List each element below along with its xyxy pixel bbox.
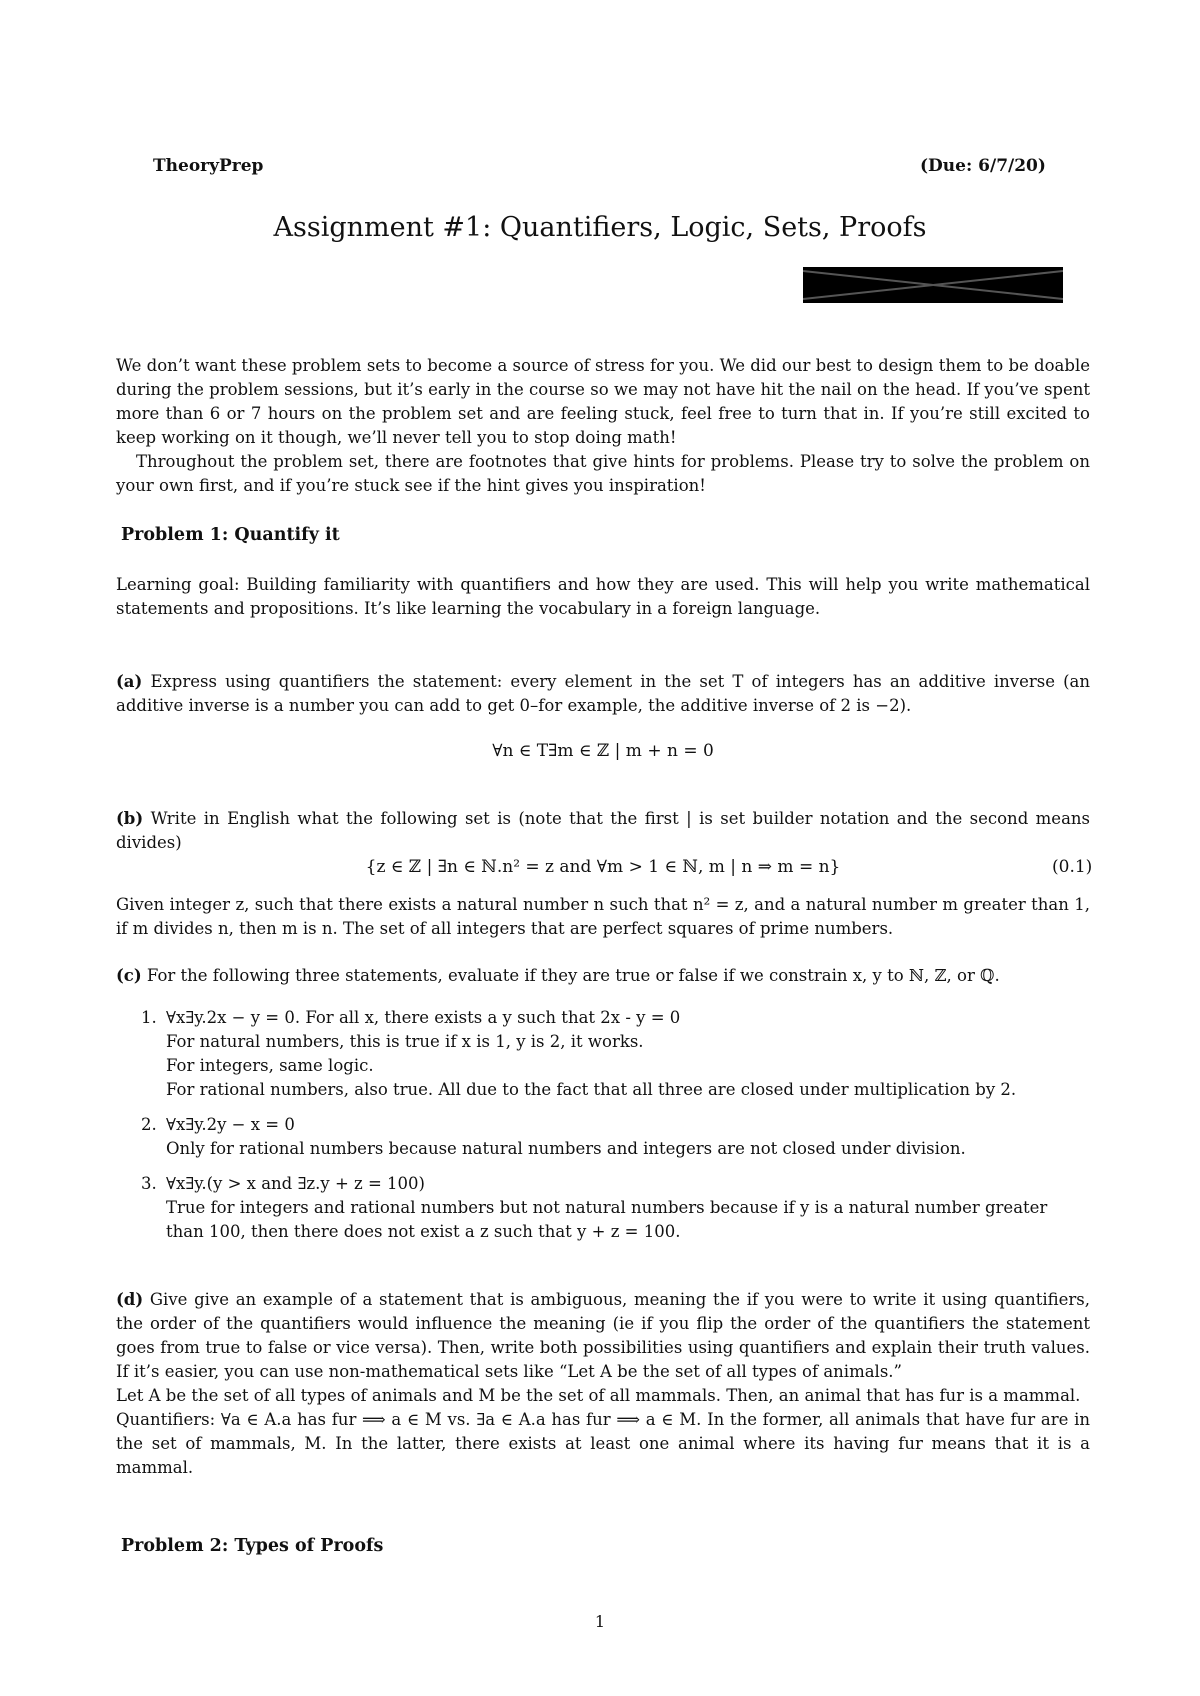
list-item-line: ∀x∃y.2x − y = 0. For all x, there exists a y such that 2x - y = 0 [166, 1008, 681, 1027]
page-number: 1 [594, 1612, 606, 1631]
list-item [116, 1172, 1090, 1244]
part-c-label: (c) [116, 966, 142, 985]
course-name: TheoryPrep [153, 156, 264, 176]
part-d-label: (d) [116, 1290, 144, 1309]
part-d [116, 1288, 1090, 1480]
list-item-line: ∀x∃y.(y > x and ∃z.y + z = 100) [166, 1174, 425, 1193]
list-item-line: True for integers and rational numbers but not natural numbers because if y is a natural number greater than 100, then there does not exist a z such that y + z = 100. [166, 1198, 1048, 1241]
intro-paragraph-2: Throughout the problem set, there are footnotes that give hints for problems. Please try to solve the problem on your own first, and if you’re stuck see if the hint gives you inspiration! [116, 452, 1090, 495]
part-a [116, 670, 1090, 718]
list-item-number: 1. [141, 1008, 157, 1027]
part-c-text: For the following three statements, evaluate if they are true or false if we constrain x, y to ℕ, ℤ, or ℚ. [146, 966, 1000, 985]
list-item [116, 1113, 1090, 1161]
part-d-answer-2: Quantifiers: ∀a ∈ A.a has fur ⟹ a ∈ M vs. ∃a ∈ A.a has fur ⟹ a ∈ M. In the former, all animals that have fur are in the set of mammals, M. In the latter, there exists at least one animal where its having fur means that it is a mammal. [116, 1410, 1090, 1477]
part-b-equation: {z ∈ ℤ | ∃n ∈ ℕ.n² = z and ∀m > 1 ∈ ℕ, m | n ⇒ m = n} [365, 857, 841, 877]
list-item [116, 1006, 1090, 1102]
intro-paragraph-1: We don’t want these problem sets to become a source of stress for you. We did our best to design them to be doable during the problem sessions, but it’s early in the course so we may not have hit the nail on the head. If you’ve spent more than 6 or 7 hours on the problem set and are feeling stuck, feel free to turn that in. If you’re still excited to keep working on it though, we’ll never tell you to stop doing math! [116, 356, 1090, 447]
part-b [116, 807, 1090, 855]
part-b-label: (b) [116, 809, 144, 828]
problem-1-heading: Problem 1: Quantify it [121, 525, 340, 545]
part-b-answer: Given integer z, such that there exists a natural number n such that n² = z, and a natural number m greater than 1, if m divides n, then m is n. The set of all integers that are perfect squares of prime numbers. [116, 895, 1090, 938]
problem-2-heading: Problem 2: Types of Proofs [121, 1536, 384, 1556]
list-item-number: 2. [141, 1115, 157, 1134]
list-item-line: For integers, same logic. [166, 1056, 374, 1075]
part-a-label: (a) [116, 672, 143, 691]
part-b-text: Write in English what the following set is (note that the first | is set builder notation and the second means divides) [116, 809, 1091, 852]
part-d-answer-1: Let A be the set of all types of animals and M be the set of all mammals. Then, an animal that has fur is a mammal. [116, 1386, 1081, 1405]
list-item-line: For rational numbers, also true. All due to the fact that all three are closed under multiplication by 2. [166, 1080, 1017, 1099]
list-item-number: 3. [141, 1174, 157, 1193]
redacted-box [803, 267, 1063, 303]
part-a-text: Express using quantifiers the statement: every element in the set T of integers has an additive inverse (an additive inverse is a number you can add to get 0–for example, the additive inverse of 2 is −2). [116, 672, 1090, 715]
list-item-line: For natural numbers, this is true if x is 1, y is 2, it works. [166, 1032, 644, 1051]
learning-goal: Learning goal: Building familiarity with quantifiers and how they are used. This will help you write mathematical statements and propositions. It’s like learning the vocabulary in a foreign language. [116, 575, 1090, 618]
page-title: Assignment #1: Quantifiers, Logic, Sets, Proofs [273, 212, 927, 243]
list-item-line: Only for rational numbers because natural numbers and integers are not closed under division. [166, 1139, 966, 1158]
intro-section [116, 354, 1090, 498]
due-date: (Due: 6/7/20) [920, 156, 1046, 176]
part-c [116, 964, 1090, 988]
part-d-text: Give give an example of a statement that is ambiguous, meaning the if you were to write it using quantifiers, the order of the quantifiers would influence the meaning (ie if you flip the order of the quantifiers the statement goes from true to false or vice versa). Then, write both possibilities using quantifiers and explain their truth values. If it’s easier, you can use non-mathematical sets like “Let A be the set of all types of animals.” [116, 1290, 1090, 1381]
equation-number: (0.1) [1052, 857, 1093, 877]
part-a-answer: ∀n ∈ T∃m ∈ ℤ | m + n = 0 [492, 741, 714, 761]
list-item-line: ∀x∃y.2y − x = 0 [166, 1115, 295, 1134]
part-c-list [116, 1006, 1090, 1255]
